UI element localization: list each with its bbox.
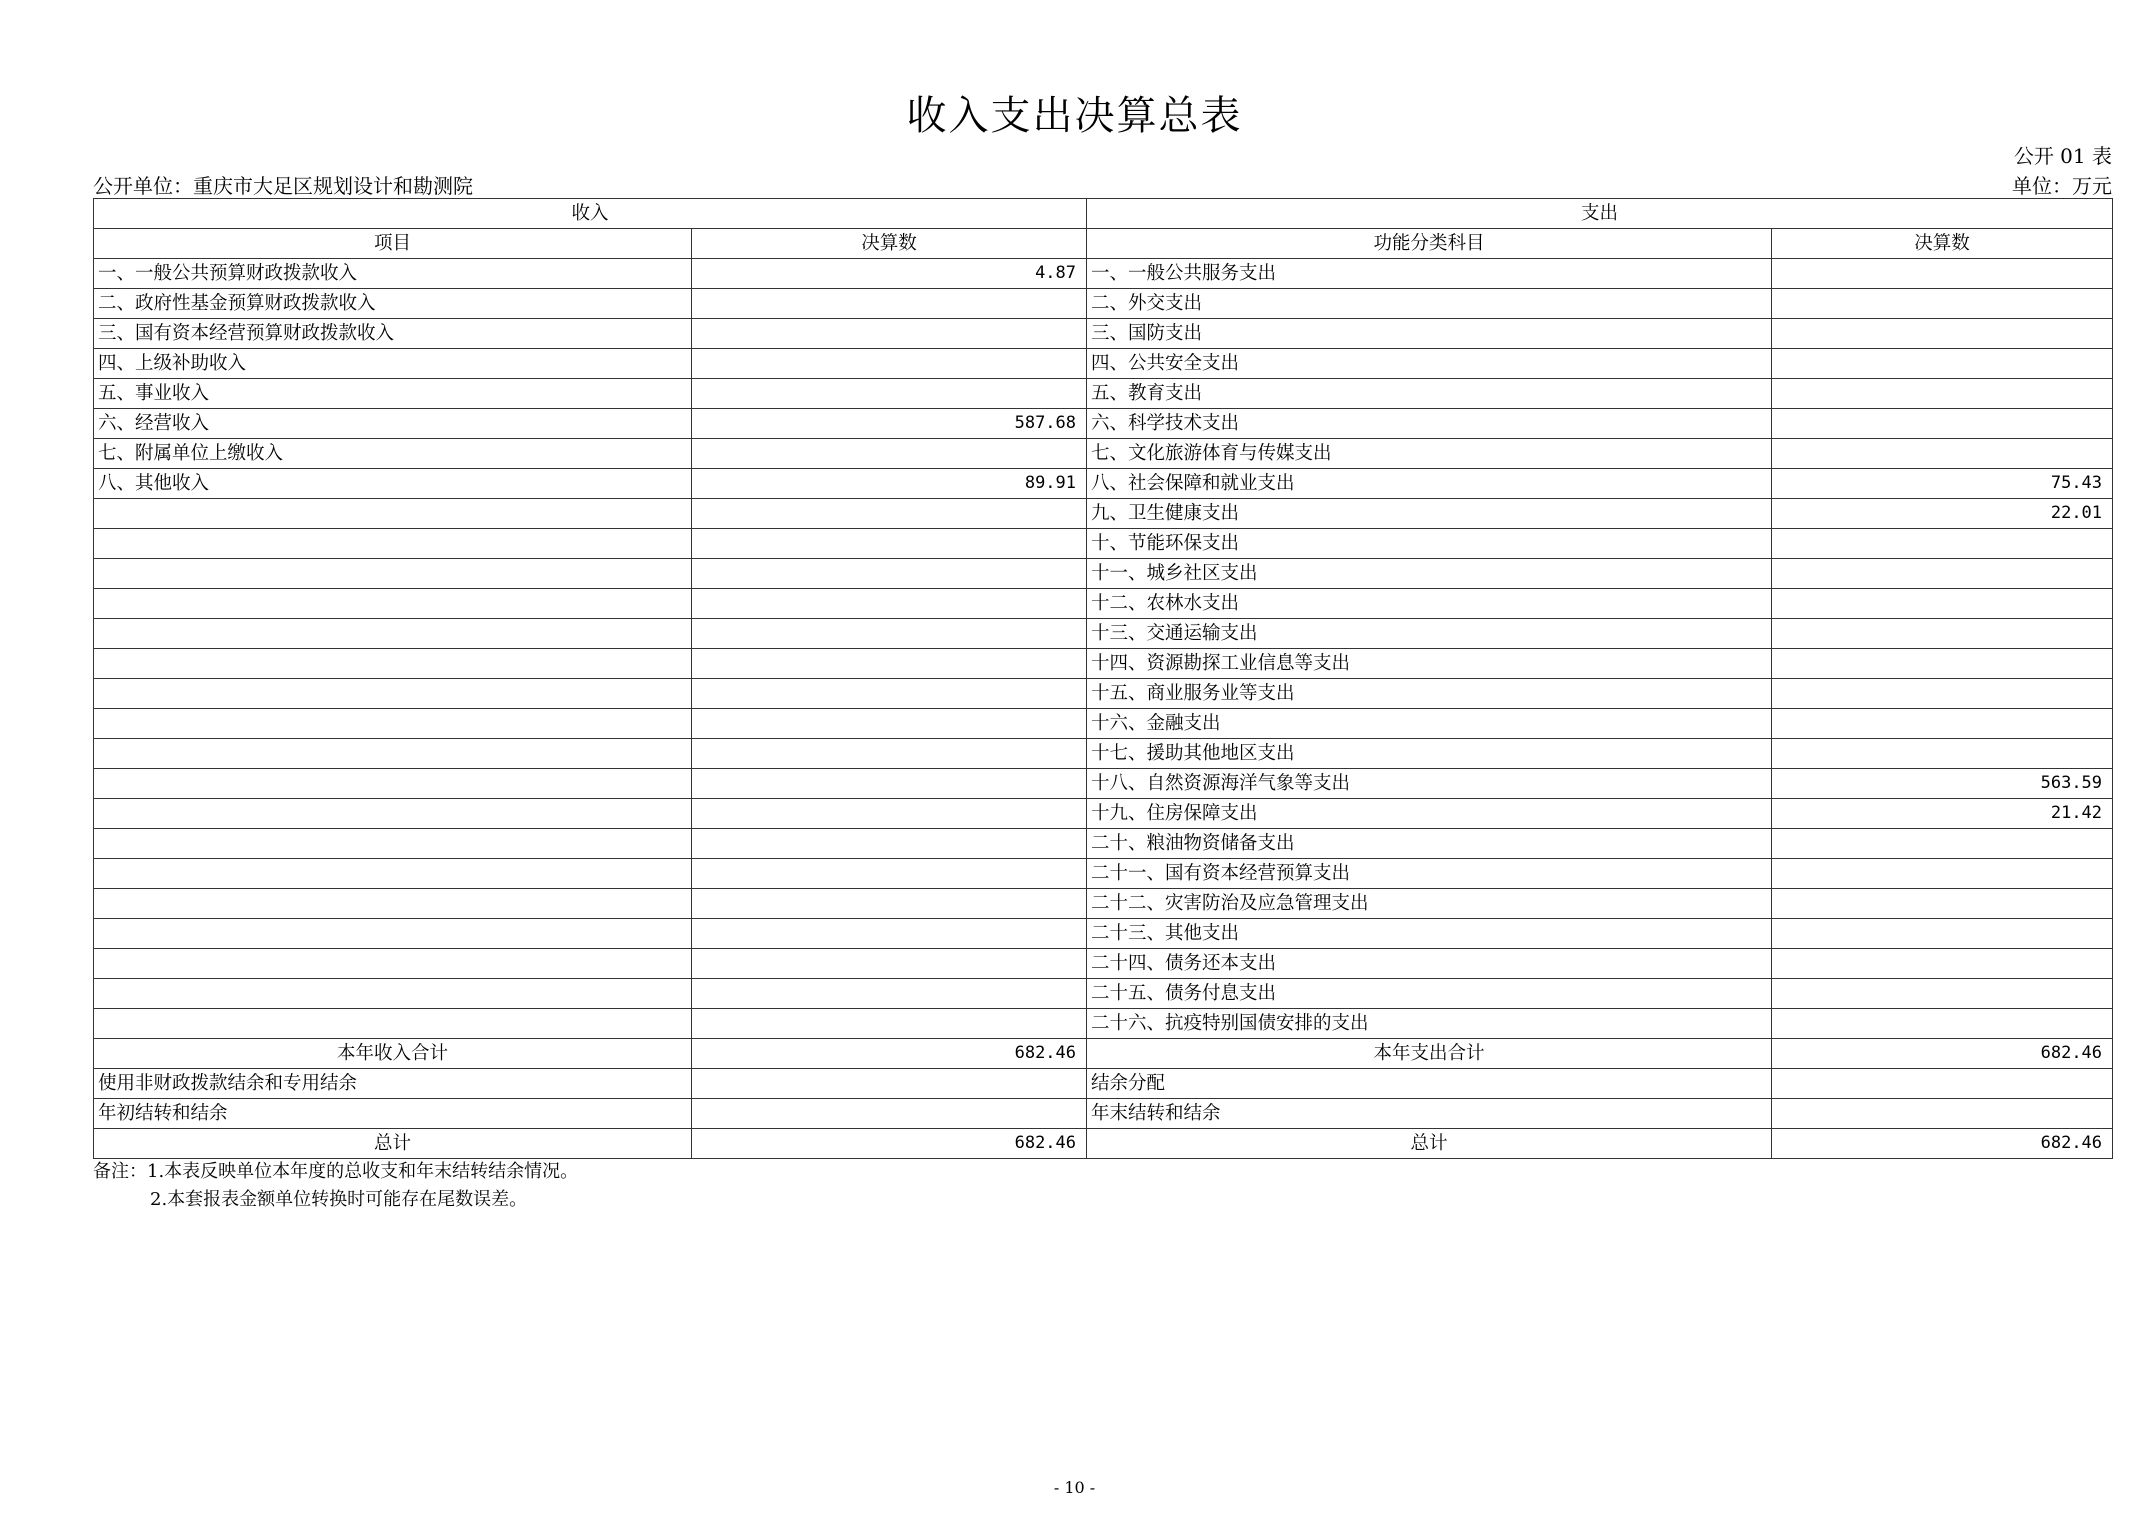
income-item-cell [94,679,692,709]
expense-item-cell: 二十二、灾害防治及应急管理支出 [1087,889,1772,919]
table-row [94,379,2113,409]
expense-item-cell: 九、卫生健康支出 [1087,499,1772,529]
note-2: 2.本套报表金额单位转换时可能存在尾数误差。 [150,1189,528,1210]
expense-amount-cell [1772,679,2113,709]
table-row [94,799,2113,829]
income-amount-cell [692,289,1087,319]
expense-item-cell: 二十三、其他支出 [1087,919,1772,949]
income-item-cell [94,1009,692,1039]
expense-amount-cell: 75.43 [1772,469,2113,499]
income-amount-cell [692,319,1087,349]
expense-amount-cell [1772,379,2113,409]
income-amount-cell: 587.68 [692,409,1087,439]
income-amount-cell [692,679,1087,709]
income-amount-cell [692,709,1087,739]
note-1: 备注：1.本表反映单位本年度的总收支和年末结转结余情况。 [93,1161,579,1182]
form-number: 公开 01 表 [2013,144,2112,168]
income-amount-cell: 4.87 [692,259,1087,289]
income-item-cell [94,739,692,769]
income-item-cell [94,979,692,1009]
income-amount-cell [692,889,1087,919]
table-row [94,1069,2113,1099]
expense-amount-cell [1772,949,2113,979]
income-item-cell: 一、一般公共预算财政拨款收入 [94,259,692,289]
income-item-cell [94,799,692,829]
income-item-cell [94,559,692,589]
expense-item-cell: 十五、商业服务业等支出 [1087,679,1772,709]
table-row [94,319,2113,349]
expense-item-cell: 本年支出合计 [1087,1039,1772,1069]
expense-amount-cell [1772,439,2113,469]
table-row [94,1099,2113,1129]
income-item-cell [94,829,692,859]
expense-amount-cell [1772,979,2113,1009]
table-row [94,409,2113,439]
income-item-cell [94,859,692,889]
expense-item-cell: 二十六、抗疫特别国债安排的支出 [1087,1009,1772,1039]
income-item-cell: 年初结转和结余 [94,1099,692,1129]
income-item-cell [94,889,692,919]
expense-item-cell: 十八、自然资源海洋气象等支出 [1087,769,1772,799]
expense-item-cell: 总计 [1087,1129,1772,1159]
table-row [94,439,2113,469]
expense-amount-cell [1772,619,2113,649]
table-row [94,859,2113,889]
expense-amount-cell [1772,739,2113,769]
expense-amount-cell [1772,1009,2113,1039]
table-row [94,259,2113,289]
table-row [94,469,2113,499]
expense-amount-cell: 22.01 [1772,499,2113,529]
income-item-cell [94,619,692,649]
income-amount-cell [692,829,1087,859]
expense-item-cell: 二十、粮油物资储备支出 [1087,829,1772,859]
table-row [94,289,2113,319]
notes [93,1158,578,1214]
income-item-cell [94,499,692,529]
table-row [94,919,2113,949]
expense-item-cell: 八、社会保障和就业支出 [1087,469,1772,499]
income-amount-cell [692,439,1087,469]
expense-amount-cell [1772,829,2113,859]
expense-item-cell: 十一、城乡社区支出 [1087,559,1772,589]
table-header-row [94,229,2113,259]
item-header: 项目 [94,229,692,259]
income-amount-cell [692,1099,1087,1129]
currency-unit: 单位：万元 [2012,174,2112,198]
table-row [94,529,2113,559]
income-amount-cell [692,499,1087,529]
table-row [94,889,2113,919]
income-amount-cell [692,949,1087,979]
expense-item-cell: 二、外交支出 [1087,289,1772,319]
expense-amount-cell [1772,709,2113,739]
expense-item-cell: 四、公共安全支出 [1087,349,1772,379]
expense-header: 支出 [1087,199,2113,229]
income-amount-cell: 89.91 [692,469,1087,499]
func-item-header: 功能分类科目 [1087,229,1772,259]
income-amount-cell [692,1069,1087,1099]
income-item-cell [94,589,692,619]
table-row [94,769,2113,799]
expense-item-cell: 十四、资源勘探工业信息等支出 [1087,649,1772,679]
expense-item-cell: 十七、援助其他地区支出 [1087,739,1772,769]
income-item-cell: 二、政府性基金预算财政拨款收入 [94,289,692,319]
income-expense-table [93,198,2113,1159]
expense-item-cell: 三、国防支出 [1087,319,1772,349]
income-header: 收入 [94,199,1087,229]
table-row [94,829,2113,859]
expense-item-cell: 一、一般公共服务支出 [1087,259,1772,289]
income-item-cell: 四、上级补助收入 [94,349,692,379]
expense-item-cell: 二十一、国有资本经营预算支出 [1087,859,1772,889]
table-row [94,709,2113,739]
income-amount-cell [692,1009,1087,1039]
subtotal-row [94,1039,2113,1069]
income-item-cell [94,529,692,559]
expense-amount-cell [1772,319,2113,349]
table-row [94,679,2113,709]
expense-item-cell: 十三、交通运输支出 [1087,619,1772,649]
expense-amount-cell [1772,889,2113,919]
expense-item-cell: 七、文化旅游体育与传媒支出 [1087,439,1772,469]
expense-item-cell: 十、节能环保支出 [1087,529,1772,559]
income-amount-cell [692,799,1087,829]
income-amount-cell [692,739,1087,769]
income-item-cell: 六、经营收入 [94,409,692,439]
expense-item-cell: 结余分配 [1087,1069,1772,1099]
expense-amount-cell [1772,409,2113,439]
expense-item-cell: 二十四、债务还本支出 [1087,949,1772,979]
income-item-cell: 总计 [94,1129,692,1159]
expense-amount-cell [1772,1099,2113,1129]
expense-amount-cell [1772,589,2113,619]
income-item-cell: 三、国有资本经营预算财政拨款收入 [94,319,692,349]
table-row [94,619,2113,649]
expense-amount-cell: 21.42 [1772,799,2113,829]
income-amount-cell [692,979,1087,1009]
total-row [94,1129,2113,1159]
page-title: 收入支出决算总表 [906,93,1243,139]
income-item-cell: 八、其他收入 [94,469,692,499]
expense-item-cell: 十二、农林水支出 [1087,589,1772,619]
table-row [94,979,2113,1009]
expense-item-cell: 十九、住房保障支出 [1087,799,1772,829]
income-item-cell [94,919,692,949]
page-number: - 10 - [1053,1478,1096,1497]
reporting-unit: 公开单位：重庆市大足区规划设计和勘测院 [93,174,473,198]
table-row [94,349,2113,379]
income-amount-cell [692,349,1087,379]
income-item-cell: 五、事业收入 [94,379,692,409]
income-amount-cell [692,919,1087,949]
income-item-cell [94,709,692,739]
income-item-cell [94,649,692,679]
amount2-header: 决算数 [1772,229,2113,259]
expense-amount-cell [1772,919,2113,949]
income-item-cell [94,769,692,799]
income-item-cell: 本年收入合计 [94,1039,692,1069]
table-header-group-row [94,199,2113,229]
expense-item-cell: 十六、金融支出 [1087,709,1772,739]
expense-amount-cell [1772,259,2113,289]
income-amount-cell [692,529,1087,559]
income-amount-cell [692,379,1087,409]
expense-amount-cell [1772,559,2113,589]
expense-amount-cell [1772,289,2113,319]
table-row [94,559,2113,589]
income-amount-cell [692,589,1087,619]
table-row [94,499,2113,529]
table-row [94,949,2113,979]
expense-item-cell: 五、教育支出 [1087,379,1772,409]
expense-item-cell: 年末结转和结余 [1087,1099,1772,1129]
income-amount-cell [692,769,1087,799]
income-amount-cell [692,619,1087,649]
expense-amount-cell [1772,529,2113,559]
amount-header: 决算数 [692,229,1087,259]
income-amount-cell: 682.46 [692,1129,1087,1159]
expense-amount-cell [1772,349,2113,379]
income-amount-cell [692,649,1087,679]
table-row [94,1009,2113,1039]
expense-amount-cell [1772,859,2113,889]
table-row [94,649,2113,679]
expense-amount-cell: 682.46 [1772,1129,2113,1159]
expense-item-cell: 六、科学技术支出 [1087,409,1772,439]
table-row [94,739,2113,769]
income-amount-cell [692,859,1087,889]
expense-amount-cell [1772,649,2113,679]
income-item-cell: 使用非财政拨款结余和专用结余 [94,1069,692,1099]
table-row [94,589,2113,619]
income-amount-cell [692,559,1087,589]
expense-item-cell: 二十五、债务付息支出 [1087,979,1772,1009]
income-item-cell: 七、附属单位上缴收入 [94,439,692,469]
expense-amount-cell [1772,1069,2113,1099]
expense-amount-cell: 563.59 [1772,769,2113,799]
income-amount-cell: 682.46 [692,1039,1087,1069]
income-item-cell [94,949,692,979]
expense-amount-cell: 682.46 [1772,1039,2113,1069]
